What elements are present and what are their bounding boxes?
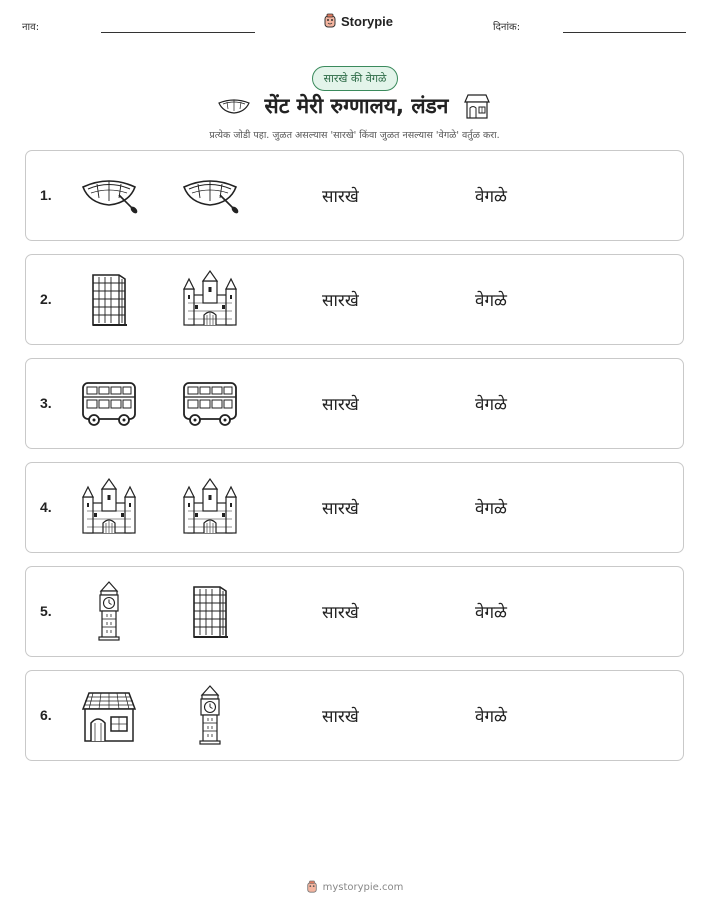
- instructions: प्रत्येक जोडी पहा. जुळत असल्यास 'सारखे' किंवा जुळत नसल्यास 'वेगळे' वर्तुळ करा.: [209, 130, 500, 141]
- name-label: नाव:: [22, 22, 40, 33]
- same-option[interactable]: सारखे: [322, 395, 359, 415]
- footer-url[interactable]: mystorypie.com: [322, 881, 404, 893]
- right-picture: [180, 581, 240, 641]
- castle-icon: [180, 477, 240, 537]
- left-picture: [79, 477, 139, 537]
- pair-row-3: [25, 358, 684, 449]
- pair-row-4: [25, 462, 684, 553]
- row-number: 5.: [40, 603, 52, 619]
- office-building-icon: [79, 269, 139, 329]
- clock-tower-icon: [79, 581, 139, 641]
- row-number: 2.: [40, 291, 52, 307]
- brand-logo: [323, 13, 393, 29]
- different-option[interactable]: वेगळे: [475, 187, 507, 207]
- double-decker-bus-icon: [180, 373, 240, 433]
- right-picture: [180, 373, 240, 433]
- clock-tower-icon: [180, 685, 240, 745]
- different-option[interactable]: वेगळे: [475, 395, 507, 415]
- pair-row-6: [25, 670, 684, 761]
- boat-icon: [79, 165, 139, 225]
- different-option[interactable]: वेगळे: [475, 291, 507, 311]
- right-picture: [180, 165, 240, 225]
- castle-icon: [79, 477, 139, 537]
- pair-row-1: [25, 150, 684, 241]
- date-line[interactable]: [563, 32, 686, 33]
- boat-icon: [217, 95, 251, 117]
- right-picture: [180, 477, 240, 537]
- left-picture: [79, 165, 139, 225]
- title-row: [0, 92, 709, 120]
- boat-icon: [180, 165, 240, 225]
- same-option[interactable]: सारखे: [322, 291, 359, 311]
- left-picture: [79, 269, 139, 329]
- different-option[interactable]: वेगळे: [475, 603, 507, 623]
- left-picture: [79, 581, 139, 641]
- date-label: दिनांक:: [493, 22, 521, 33]
- right-picture: [180, 269, 240, 329]
- shop-icon: [79, 685, 139, 745]
- storypie-mascot-icon: [323, 13, 337, 29]
- brand-name: Storypie: [341, 13, 394, 29]
- same-option[interactable]: सारखे: [322, 499, 359, 519]
- row-number: 4.: [40, 499, 52, 515]
- row-number: 6.: [40, 707, 52, 723]
- worksheet-type-badge: सारखे की वेगळे: [312, 66, 398, 91]
- pair-row-5: [25, 566, 684, 657]
- shop-icon: [462, 92, 492, 120]
- right-picture: [180, 685, 240, 745]
- row-number: 3.: [40, 395, 52, 411]
- same-option[interactable]: सारखे: [322, 707, 359, 727]
- office-building-icon: [180, 581, 240, 641]
- different-option[interactable]: वेगळे: [475, 707, 507, 727]
- page-title: सेंट मेरी रुग्णालय, लंडन: [264, 94, 449, 118]
- pair-row-2: [25, 254, 684, 345]
- name-line[interactable]: [101, 32, 255, 33]
- left-picture: [79, 685, 139, 745]
- storypie-mascot-icon: [306, 880, 318, 894]
- footer: [0, 880, 709, 894]
- left-picture: [79, 373, 139, 433]
- castle-icon: [180, 269, 240, 329]
- same-option[interactable]: सारखे: [322, 187, 359, 207]
- double-decker-bus-icon: [79, 373, 139, 433]
- row-number: 1.: [40, 187, 52, 203]
- different-option[interactable]: वेगळे: [475, 499, 507, 519]
- same-option[interactable]: सारखे: [322, 603, 359, 623]
